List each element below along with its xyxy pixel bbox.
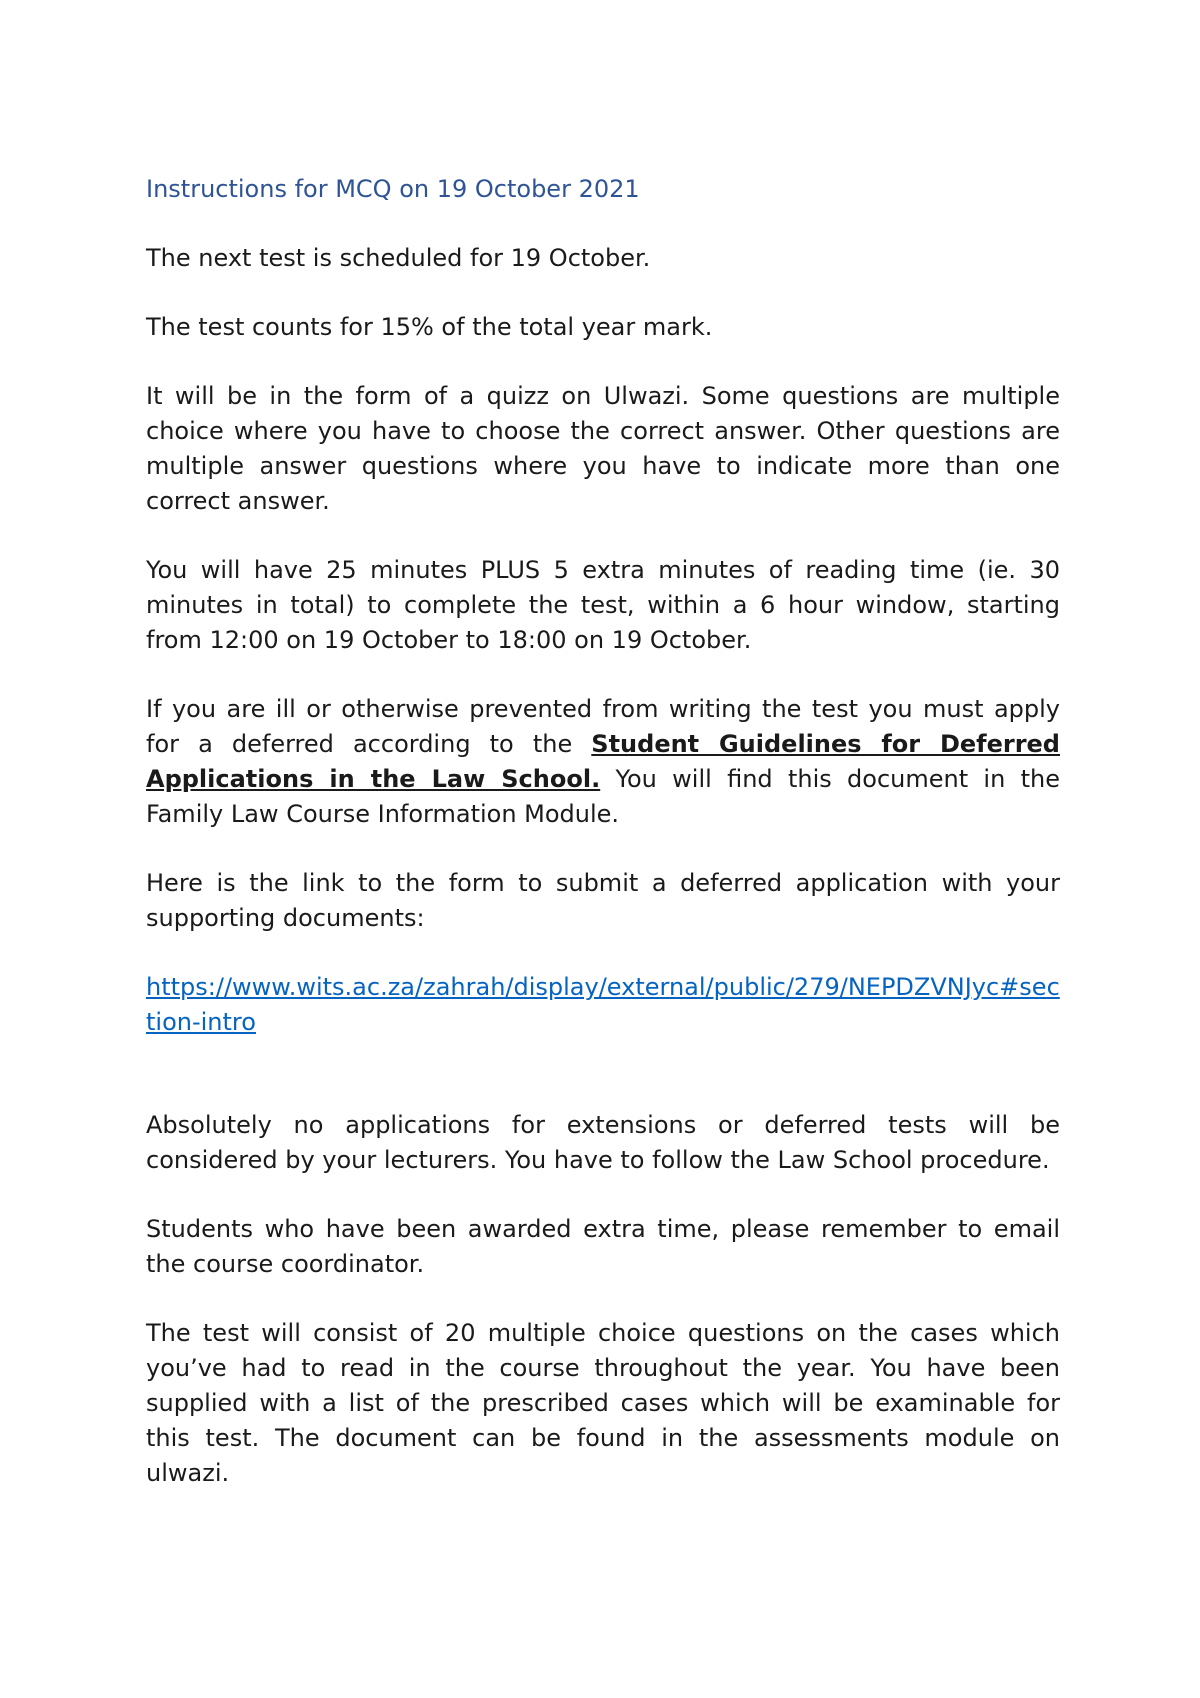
paragraph-form-link-intro: Here is the link to the form to submit a deferred application with your supporting documents: xyxy=(146,869,1060,932)
blank-line xyxy=(146,1074,1060,1108)
deferred-rules-text-before: If you are ill or otherwise prevented from writing the test you must apply for a deferred according to the xyxy=(146,695,1060,758)
document-title: Instructions for MCQ on 19 October 2021 xyxy=(146,175,640,203)
paragraph-deferred-rules xyxy=(146,692,1060,832)
guidelines-link[interactable]: Student Guidelines for Deferred Applications in the Law School. xyxy=(146,730,1060,793)
deferred-form-url-link[interactable]: https://www.wits.ac.za/zahrah/display/external/public/279/NEPDZVNJyc#section-intro xyxy=(146,973,1060,1036)
deferred-rules-text-after: You will find this document in the Family Law Course Information Module. xyxy=(146,765,1060,828)
paragraph-test-weight: The test counts for 15% of the total year mark. xyxy=(146,313,713,341)
paragraph-test-date: The next test is scheduled for 19 October. xyxy=(146,244,651,272)
paragraph-extra-time: Students who have been awarded extra time, please remember to email the course coordinator. xyxy=(146,1215,1060,1278)
paragraph-test-content: The test will consist of 20 multiple choice questions on the cases which you’ve had to read in the course throughout the year. You have been supplied with a list of the prescribed cases which will be examinable for this test. The document can be found in the assessments module on ulwazi. xyxy=(146,1319,1060,1487)
paragraph-time-window: You will have 25 minutes PLUS 5 extra minutes of reading time (ie. 30 minutes in total) to complete the test, within a 6 hour window, starting from 12:00 on 19 October to 18:00 on 19 October. xyxy=(146,556,1060,654)
paragraph-quiz-format: It will be in the form of a quizz on Ulwazi. Some questions are multiple choice where you have to choose the correct answer. Other questions are multiple answer questions where you have to indicate more than one correct answer. xyxy=(146,382,1060,515)
paragraph-form-url xyxy=(146,970,1060,1040)
document-body xyxy=(146,172,1060,1525)
paragraph-no-extensions: Absolutely no applications for extensions or deferred tests will be considered by your lecturers. You have to follow the Law School procedure. xyxy=(146,1111,1060,1174)
